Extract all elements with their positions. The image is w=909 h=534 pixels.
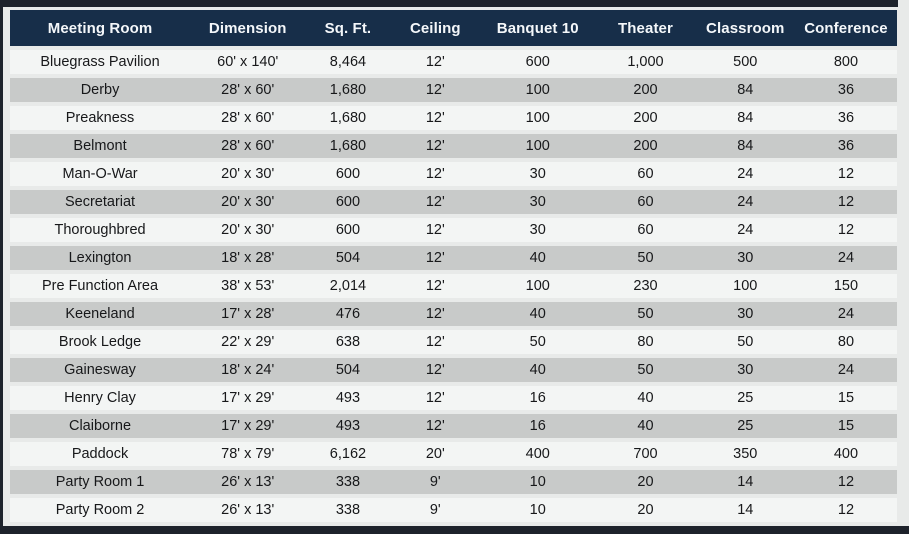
table-header [10, 10, 897, 48]
table-cell-theater: 60 [595, 160, 695, 188]
capacity-table [10, 10, 897, 526]
table-cell-ceiling: 12' [391, 132, 481, 160]
table-row [10, 384, 897, 412]
table-cell-ceiling: 12' [391, 356, 481, 384]
table-cell-ceiling: 12' [391, 272, 481, 300]
table-cell-dimension: 26' x 13' [190, 496, 305, 524]
table-body [10, 48, 897, 524]
table-cell-banquet-10: 100 [480, 132, 595, 160]
table-cell-theater: 60 [595, 188, 695, 216]
table-cell-theater: 40 [595, 412, 695, 440]
table-cell-dimension: 22' x 29' [190, 328, 305, 356]
table-cell-conference: 12 [795, 496, 897, 524]
table-cell-conference: 24 [795, 300, 897, 328]
table-cell-banquet-10: 40 [480, 300, 595, 328]
table-cell-conference: 80 [795, 328, 897, 356]
table-cell-sq-ft: 338 [305, 496, 390, 524]
table-cell-theater: 60 [595, 216, 695, 244]
table-cell-classroom: 30 [696, 244, 795, 272]
table-cell-dimension: 18' x 24' [190, 356, 305, 384]
table-cell-banquet-10: 100 [480, 76, 595, 104]
table-cell-dimension: 20' x 30' [190, 216, 305, 244]
table-cell-classroom: 30 [696, 300, 795, 328]
column-header-theater: Theater [595, 10, 695, 48]
table-row [10, 160, 897, 188]
table-cell-conference: 800 [795, 48, 897, 76]
table-cell-classroom: 25 [696, 412, 795, 440]
table-cell-classroom: 24 [696, 216, 795, 244]
table-cell-theater: 50 [595, 356, 695, 384]
table-cell-classroom: 50 [696, 328, 795, 356]
table-cell-conference: 36 [795, 104, 897, 132]
table-cell-meeting-room: Preakness [10, 104, 190, 132]
table-cell-ceiling: 12' [391, 188, 481, 216]
table-cell-classroom: 100 [696, 272, 795, 300]
header-row [10, 10, 897, 48]
table-cell-dimension: 60' x 140' [190, 48, 305, 76]
table-cell-meeting-room: Keeneland [10, 300, 190, 328]
table-cell-meeting-room: Party Room 2 [10, 496, 190, 524]
table-cell-conference: 36 [795, 132, 897, 160]
table-row [10, 104, 897, 132]
table-cell-dimension: 28' x 60' [190, 132, 305, 160]
table-row [10, 244, 897, 272]
table-cell-theater: 230 [595, 272, 695, 300]
table-cell-sq-ft: 600 [305, 160, 390, 188]
table-cell-sq-ft: 476 [305, 300, 390, 328]
table-cell-dimension: 28' x 60' [190, 76, 305, 104]
table-cell-sq-ft: 1,680 [305, 76, 390, 104]
table-row [10, 300, 897, 328]
table-cell-meeting-room: Belmont [10, 132, 190, 160]
column-header-banquet-10: Banquet 10 [480, 10, 595, 48]
table-cell-sq-ft: 6,162 [305, 440, 390, 468]
table-cell-sq-ft: 493 [305, 412, 390, 440]
table-cell-ceiling: 12' [391, 328, 481, 356]
table-cell-conference: 150 [795, 272, 897, 300]
table-row [10, 468, 897, 496]
table-cell-meeting-room: Thoroughbred [10, 216, 190, 244]
table-cell-sq-ft: 1,680 [305, 104, 390, 132]
table-row [10, 328, 897, 356]
table-cell-banquet-10: 40 [480, 244, 595, 272]
column-header-dimension: Dimension [190, 10, 305, 48]
table-cell-meeting-room: Lexington [10, 244, 190, 272]
table-cell-banquet-10: 50 [480, 328, 595, 356]
table-cell-banquet-10: 16 [480, 412, 595, 440]
table-cell-conference: 15 [795, 384, 897, 412]
table-cell-banquet-10: 16 [480, 384, 595, 412]
table-cell-dimension: 20' x 30' [190, 160, 305, 188]
table-cell-classroom: 24 [696, 160, 795, 188]
table-cell-sq-ft: 2,014 [305, 272, 390, 300]
column-header-sq-ft: Sq. Ft. [305, 10, 390, 48]
table-cell-banquet-10: 40 [480, 356, 595, 384]
table-cell-theater: 20 [595, 496, 695, 524]
table-cell-banquet-10: 100 [480, 104, 595, 132]
table-row [10, 188, 897, 216]
table-cell-banquet-10: 30 [480, 216, 595, 244]
table-cell-classroom: 500 [696, 48, 795, 76]
table-cell-classroom: 30 [696, 356, 795, 384]
table-cell-theater: 20 [595, 468, 695, 496]
table-cell-conference: 36 [795, 76, 897, 104]
table-cell-banquet-10: 600 [480, 48, 595, 76]
table-cell-sq-ft: 600 [305, 216, 390, 244]
table-cell-sq-ft: 338 [305, 468, 390, 496]
table-cell-classroom: 24 [696, 188, 795, 216]
table-row [10, 496, 897, 524]
table-cell-ceiling: 12' [391, 48, 481, 76]
table-cell-theater: 1,000 [595, 48, 695, 76]
table-row [10, 272, 897, 300]
table-cell-dimension: 20' x 30' [190, 188, 305, 216]
table-cell-classroom: 84 [696, 76, 795, 104]
table-cell-dimension: 28' x 60' [190, 104, 305, 132]
table-cell-meeting-room: Man-O-War [10, 160, 190, 188]
table-cell-ceiling: 12' [391, 412, 481, 440]
table-row [10, 48, 897, 76]
table-cell-classroom: 350 [696, 440, 795, 468]
table-cell-theater: 200 [595, 76, 695, 104]
table-cell-banquet-10: 100 [480, 272, 595, 300]
table-cell-sq-ft: 600 [305, 188, 390, 216]
table-cell-conference: 24 [795, 356, 897, 384]
table-cell-classroom: 84 [696, 132, 795, 160]
table-cell-classroom: 14 [696, 468, 795, 496]
table-cell-ceiling: 12' [391, 160, 481, 188]
table-cell-ceiling: 12' [391, 104, 481, 132]
column-header-classroom: Classroom [696, 10, 795, 48]
table-cell-ceiling: 12' [391, 300, 481, 328]
table-cell-banquet-10: 30 [480, 160, 595, 188]
table-cell-ceiling: 9' [391, 496, 481, 524]
table-cell-banquet-10: 30 [480, 188, 595, 216]
table-cell-theater: 40 [595, 384, 695, 412]
column-header-meeting-room: Meeting Room [10, 10, 190, 48]
table-cell-dimension: 17' x 29' [190, 384, 305, 412]
table-cell-banquet-10: 10 [480, 468, 595, 496]
table-cell-sq-ft: 504 [305, 244, 390, 272]
table-cell-classroom: 25 [696, 384, 795, 412]
table-cell-meeting-room: Brook Ledge [10, 328, 190, 356]
table-cell-meeting-room: Henry Clay [10, 384, 190, 412]
table-cell-dimension: 18' x 28' [190, 244, 305, 272]
table-cell-ceiling: 9' [391, 468, 481, 496]
table-row [10, 356, 897, 384]
table-cell-classroom: 84 [696, 104, 795, 132]
table-cell-ceiling: 12' [391, 384, 481, 412]
page-bottom-rule [0, 526, 909, 534]
table-cell-banquet-10: 400 [480, 440, 595, 468]
table-cell-ceiling: 12' [391, 244, 481, 272]
table-cell-sq-ft: 504 [305, 356, 390, 384]
table-cell-conference: 12 [795, 468, 897, 496]
table-row [10, 440, 897, 468]
table-cell-meeting-room: Pre Function Area [10, 272, 190, 300]
table-cell-sq-ft: 493 [305, 384, 390, 412]
table-cell-theater: 50 [595, 244, 695, 272]
table-cell-sq-ft: 8,464 [305, 48, 390, 76]
meeting-room-capacity-table [10, 10, 897, 526]
table-cell-theater: 50 [595, 300, 695, 328]
table-row [10, 412, 897, 440]
table-cell-meeting-room: Derby [10, 76, 190, 104]
table-cell-meeting-room: Paddock [10, 440, 190, 468]
table-row [10, 76, 897, 104]
table-cell-sq-ft: 1,680 [305, 132, 390, 160]
table-cell-dimension: 17' x 29' [190, 412, 305, 440]
page-left-edge-rule [0, 0, 3, 534]
table-row [10, 132, 897, 160]
table-cell-theater: 80 [595, 328, 695, 356]
table-cell-conference: 15 [795, 412, 897, 440]
table-cell-classroom: 14 [696, 496, 795, 524]
column-header-conference: Conference [795, 10, 897, 48]
table-cell-meeting-room: Secretariat [10, 188, 190, 216]
table-cell-conference: 12 [795, 160, 897, 188]
table-cell-dimension: 17' x 28' [190, 300, 305, 328]
table-cell-dimension: 38' x 53' [190, 272, 305, 300]
table-cell-theater: 700 [595, 440, 695, 468]
table-cell-meeting-room: Claiborne [10, 412, 190, 440]
table-cell-ceiling: 12' [391, 216, 481, 244]
table-row [10, 216, 897, 244]
table-cell-conference: 24 [795, 244, 897, 272]
table-cell-conference: 12 [795, 216, 897, 244]
table-cell-theater: 200 [595, 132, 695, 160]
table-cell-meeting-room: Bluegrass Pavilion [10, 48, 190, 76]
table-cell-ceiling: 20' [391, 440, 481, 468]
table-cell-dimension: 26' x 13' [190, 468, 305, 496]
table-cell-dimension: 78' x 79' [190, 440, 305, 468]
table-cell-sq-ft: 638 [305, 328, 390, 356]
table-cell-conference: 12 [795, 188, 897, 216]
table-cell-meeting-room: Gainesway [10, 356, 190, 384]
table-cell-theater: 200 [595, 104, 695, 132]
table-cell-meeting-room: Party Room 1 [10, 468, 190, 496]
page-top-rule [0, 0, 898, 7]
column-header-ceiling: Ceiling [391, 10, 481, 48]
table-cell-banquet-10: 10 [480, 496, 595, 524]
table-cell-conference: 400 [795, 440, 897, 468]
table-cell-ceiling: 12' [391, 76, 481, 104]
